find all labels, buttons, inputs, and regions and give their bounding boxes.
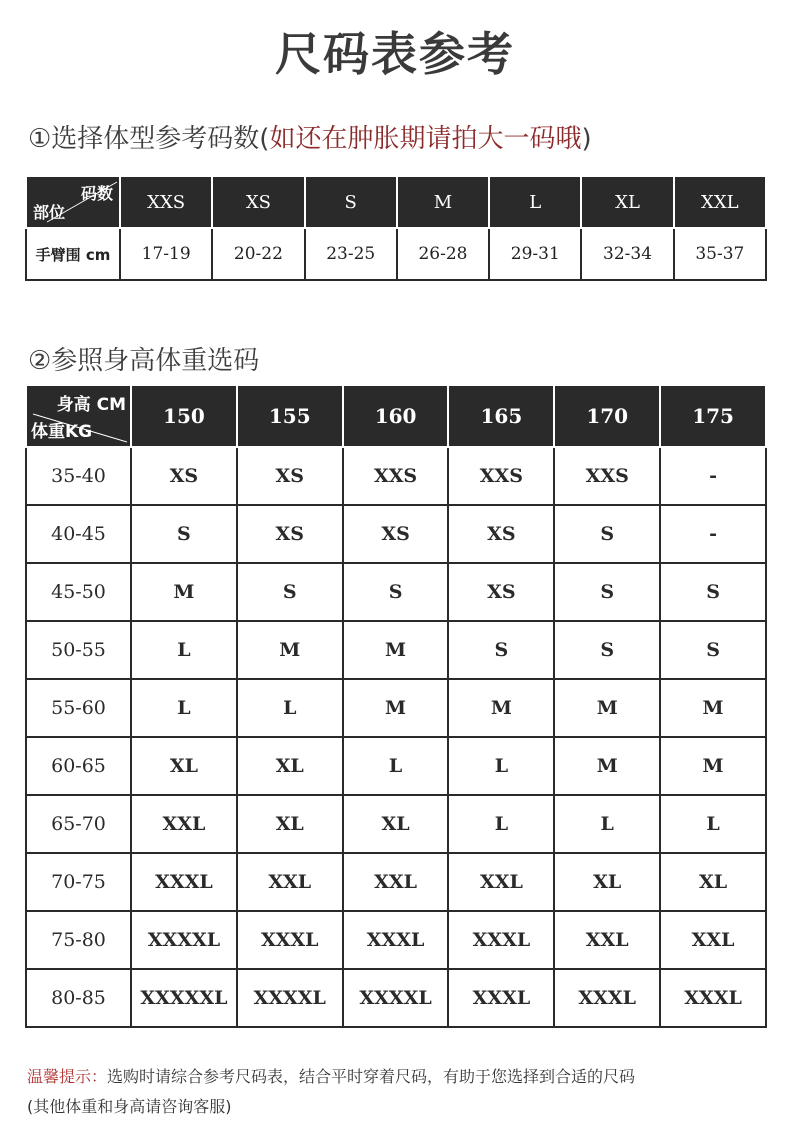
size-cell: L xyxy=(554,795,660,853)
weight-label: 35-40 xyxy=(26,447,131,505)
arm-size-table xyxy=(25,175,767,281)
weight-label: 55-60 xyxy=(26,679,131,737)
size-header-l: L xyxy=(489,176,581,228)
size-cell: XXL xyxy=(554,911,660,969)
size-cell: XL xyxy=(660,853,766,911)
size-cell: - xyxy=(660,505,766,563)
height-header: 160 xyxy=(343,385,449,447)
size-cell: S xyxy=(343,563,449,621)
size-cell: L xyxy=(343,737,449,795)
size-cell: M xyxy=(448,679,554,737)
arm-size-values-row xyxy=(26,228,766,280)
size-cell: L xyxy=(131,679,237,737)
table-row xyxy=(26,911,766,969)
weight-label: 50-55 xyxy=(26,621,131,679)
size-header-xs: XS xyxy=(212,176,304,228)
size-cell: M xyxy=(554,679,660,737)
table-row xyxy=(26,505,766,563)
size-cell: S xyxy=(237,563,343,621)
table-row xyxy=(26,969,766,1027)
corner-top-label: 码数 xyxy=(80,184,113,203)
page-title: 尺码表参考 xyxy=(275,27,515,81)
arm-value: 29-31 xyxy=(489,228,581,280)
height-weight-table-body xyxy=(26,385,766,1027)
footer-text: 选购时请综合参考尺码表，结合平时穿着尺码，有助于您选择到合适的尺码 xyxy=(107,1067,636,1086)
section2-heading: ②参照身高体重选码 xyxy=(28,346,260,376)
size-cell: S xyxy=(554,621,660,679)
footer-tip xyxy=(27,1062,767,1122)
size-cell: XXXL xyxy=(448,969,554,1027)
size-cell: XL xyxy=(343,795,449,853)
size-cell: XXXXL xyxy=(237,969,343,1027)
corner-bottom-label: 体重KG xyxy=(31,422,93,442)
weight-label: 60-65 xyxy=(26,737,131,795)
arm-size-header-row xyxy=(26,176,766,228)
section1-heading xyxy=(28,118,592,155)
table-row xyxy=(26,563,766,621)
size-header-xl: XL xyxy=(581,176,673,228)
height-header: 165 xyxy=(448,385,554,447)
table-row xyxy=(26,621,766,679)
height-header: 170 xyxy=(554,385,660,447)
section1-heading-note: 如还在肿胀期请拍大一码哦 xyxy=(269,124,582,154)
weight-label: 45-50 xyxy=(26,563,131,621)
table-row xyxy=(26,447,766,505)
size-header-m: M xyxy=(397,176,489,228)
size-cell: S xyxy=(660,621,766,679)
size-cell: XXS xyxy=(448,447,554,505)
footer-label: 温馨提示： xyxy=(27,1067,108,1086)
size-cell: XXXL xyxy=(448,911,554,969)
size-cell: XXXL xyxy=(131,853,237,911)
size-cell: M xyxy=(660,737,766,795)
arm-value: 23-25 xyxy=(305,228,397,280)
weight-label: 70-75 xyxy=(26,853,131,911)
size-cell: M xyxy=(554,737,660,795)
size-cell: XXL xyxy=(343,853,449,911)
size-header-xxs: XXS xyxy=(120,176,212,228)
size-cell: XXXL xyxy=(343,911,449,969)
footer-line-2: (其他体重和身高请咨询客服) xyxy=(27,1097,232,1116)
height-table-corner xyxy=(26,385,131,447)
footer-line-1 xyxy=(27,1062,767,1092)
size-cell: XXXL xyxy=(660,969,766,1027)
size-cell: L xyxy=(237,679,343,737)
table-row xyxy=(26,737,766,795)
size-cell: XXXL xyxy=(237,911,343,969)
size-cell: L xyxy=(660,795,766,853)
height-header: 155 xyxy=(237,385,343,447)
size-cell: XXL xyxy=(237,853,343,911)
size-cell: L xyxy=(448,737,554,795)
size-header-s: S xyxy=(305,176,397,228)
corner-bottom-label: 部位 xyxy=(33,203,66,222)
weight-label: 75-80 xyxy=(26,911,131,969)
size-cell: XXXXXL xyxy=(131,969,237,1027)
arm-value: 20-22 xyxy=(212,228,304,280)
size-cell: XS xyxy=(448,505,554,563)
size-cell: XXL xyxy=(131,795,237,853)
size-cell: - xyxy=(660,447,766,505)
table-row xyxy=(26,795,766,853)
size-cell: XS xyxy=(448,563,554,621)
size-header-xxl: XXL xyxy=(674,176,766,228)
size-cell: L xyxy=(131,621,237,679)
arm-value: 32-34 xyxy=(581,228,673,280)
size-cell: XS xyxy=(237,505,343,563)
size-cell: M xyxy=(131,563,237,621)
table-row xyxy=(26,679,766,737)
height-header: 175 xyxy=(660,385,766,447)
size-cell: XS xyxy=(237,447,343,505)
size-cell: S xyxy=(131,505,237,563)
size-cell: S xyxy=(660,563,766,621)
size-cell: S xyxy=(554,505,660,563)
size-cell: XL xyxy=(554,853,660,911)
weight-label: 80-85 xyxy=(26,969,131,1027)
arm-row-label: 手臂围 cm xyxy=(26,228,120,280)
corner-top-label: 身高 CM xyxy=(56,395,126,415)
size-cell: XXS xyxy=(343,447,449,505)
arm-value: 17-19 xyxy=(120,228,212,280)
height-header: 150 xyxy=(131,385,237,447)
section1-heading-end: ) xyxy=(581,124,592,154)
size-cell: M xyxy=(237,621,343,679)
size-cell: XXXL xyxy=(554,969,660,1027)
size-cell: XXL xyxy=(448,853,554,911)
size-cell: XXXXL xyxy=(343,969,449,1027)
size-cell: XS xyxy=(343,505,449,563)
size-cell: XXL xyxy=(660,911,766,969)
size-cell: XL xyxy=(237,737,343,795)
size-cell: L xyxy=(448,795,554,853)
size-cell: M xyxy=(660,679,766,737)
weight-label: 40-45 xyxy=(26,505,131,563)
arm-table-corner xyxy=(26,176,120,228)
size-cell: XXS xyxy=(554,447,660,505)
size-cell: XL xyxy=(131,737,237,795)
size-cell: M xyxy=(343,679,449,737)
section1-heading-text: ①选择体型参考码数( xyxy=(28,124,270,154)
size-cell: XL xyxy=(237,795,343,853)
arm-value: 35-37 xyxy=(674,228,766,280)
height-weight-table xyxy=(25,384,767,1028)
height-header-row xyxy=(26,385,766,447)
size-cell: S xyxy=(554,563,660,621)
size-cell: S xyxy=(448,621,554,679)
arm-value: 26-28 xyxy=(397,228,489,280)
size-cell: M xyxy=(343,621,449,679)
weight-label: 65-70 xyxy=(26,795,131,853)
table-row xyxy=(26,853,766,911)
size-cell: XS xyxy=(131,447,237,505)
size-cell: XXXXL xyxy=(131,911,237,969)
